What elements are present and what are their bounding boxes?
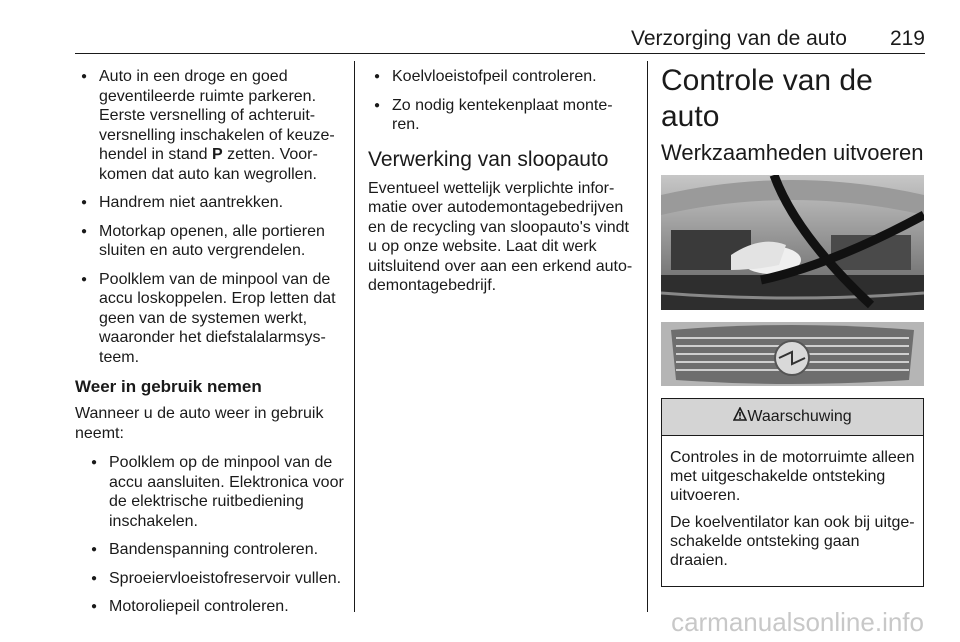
list-item: ● Bandenspanning controleren. bbox=[85, 540, 347, 560]
warning-label: Waarschuwing bbox=[747, 408, 852, 426]
page-number: 219 bbox=[889, 27, 925, 50]
paragraph: De koelventilator kan ook bij uitge-schakelde ontsteking gaan draaien. bbox=[670, 514, 915, 569]
page-header bbox=[75, 0, 925, 54]
page-title: Controle van de auto bbox=[661, 64, 873, 133]
subtitle: Werkzaamheden uitvoeren bbox=[661, 140, 924, 165]
front-grille-image bbox=[661, 322, 924, 386]
warning-body bbox=[662, 436, 923, 586]
list-item: ● Motorkap openen, alle portieren sluiten en auto vergrendelen. bbox=[75, 222, 347, 261]
list-item: ● Zo nodig kentekenplaat monte-ren. bbox=[368, 96, 638, 135]
header-title: Verzorging van de auto bbox=[631, 27, 847, 50]
paragraph: Controles in de motorruimte alleen met uitgeschakelde ontsteking uitvoeren. bbox=[670, 449, 915, 504]
column-2 bbox=[368, 67, 638, 306]
list-item: ● Sproeiervloeistofreservoir vullen. bbox=[85, 569, 347, 589]
section-heading: Weer in gebruik nemen bbox=[75, 377, 262, 396]
list-item: ● Motoroliepeil controleren. bbox=[85, 597, 347, 617]
engine-bay-image bbox=[661, 175, 924, 310]
column-1 bbox=[75, 67, 347, 626]
warning-header bbox=[662, 399, 923, 436]
list-item: ● Handrem niet aantrekken. bbox=[75, 193, 347, 213]
column-divider bbox=[354, 61, 355, 612]
watermark: carmanualsonline.info bbox=[671, 607, 924, 637]
warning-box bbox=[661, 398, 924, 587]
warning-icon bbox=[733, 407, 747, 427]
list-item: ● Koelvloeistofpeil controleren. bbox=[368, 67, 638, 87]
paragraph: Eventueel wettelijk verplichte infor-matie over autodemontagebedrijven en de recycling van sloopauto's vindt u op onze website. Laat dit werk uitsluitend over aan een erkend auto-demontagebedrijf. bbox=[368, 179, 633, 294]
list-item: ● Poolklem op de minpool van de accu aansluiten. Elektronica voor de elektrische ruitbediening inschakelen. bbox=[85, 453, 347, 531]
column-divider bbox=[647, 61, 648, 612]
section-heading: Verwerking van sloopauto bbox=[368, 147, 609, 171]
list-item: ● Poolklem van de minpool van de accu loskoppelen. Erop letten dat geen van de systemen werkt, waaronder het diefstalalarmsys-teem. bbox=[75, 270, 347, 368]
paragraph: Wanneer u de auto weer in gebruik neemt: bbox=[75, 405, 324, 442]
list-item: ● Auto in een droge en goed geventileerde ruimte parkeren. Eerste versnelling of achteruit-versnelling inschakelen of keuze-hendel in stand P zetten. Voor-komen dat auto kan wegrollen. bbox=[75, 67, 347, 184]
column-3 bbox=[661, 63, 925, 587]
